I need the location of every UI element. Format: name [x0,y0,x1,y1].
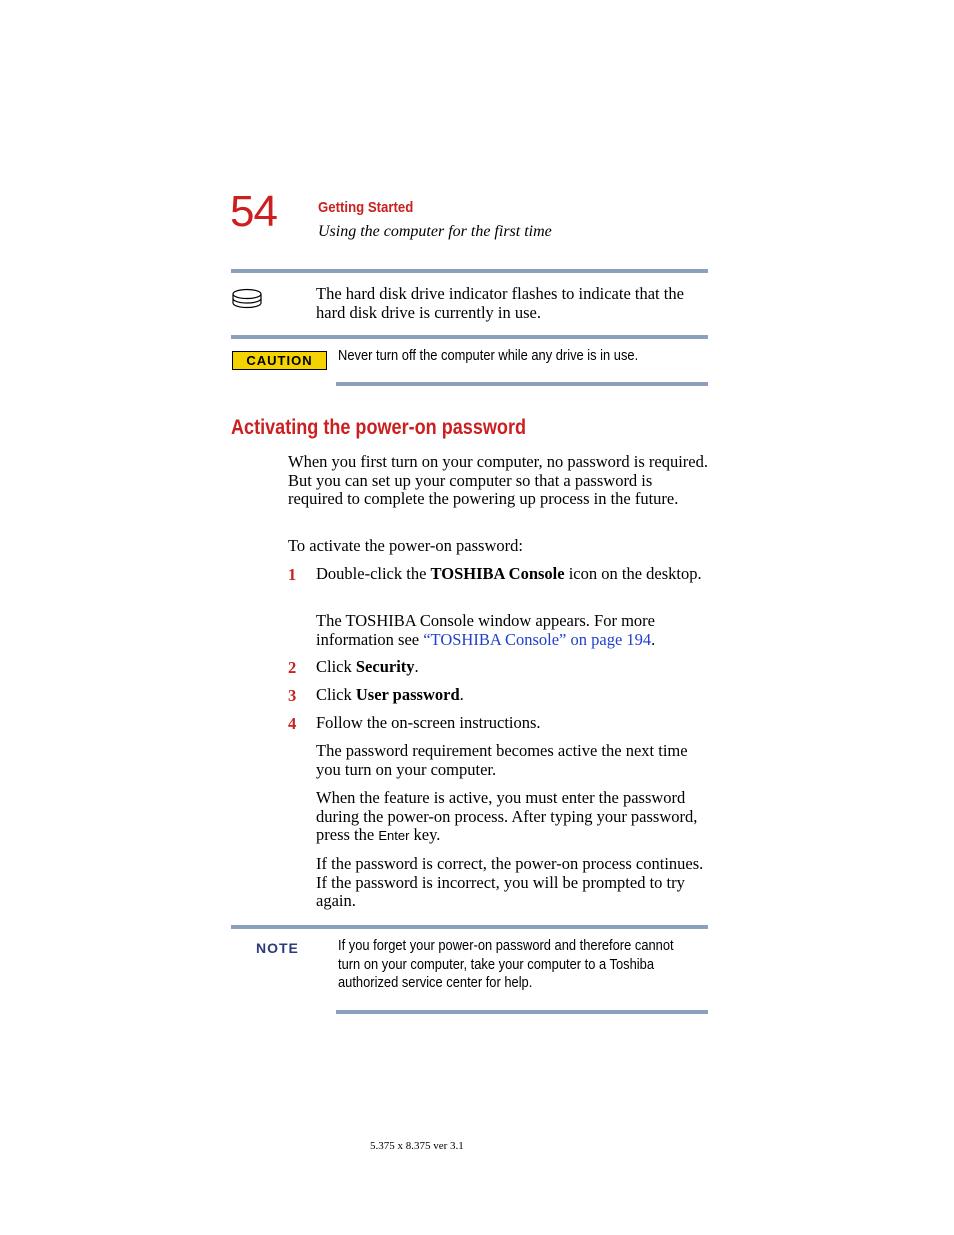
step-4-detail: The password requirement becomes active the next time you turn on your computer. [316,741,688,779]
hard-disk-icon [231,288,263,310]
step-text: Double-click the [316,564,431,583]
note-badge: NOTE [256,940,299,956]
rule-divider [231,335,708,339]
step-number: 2 [288,658,297,677]
rule-divider [231,269,708,273]
step-detail-text: key. [409,825,441,845]
step-1-text [316,565,708,584]
rule-divider [336,382,708,386]
rule-divider [231,925,708,929]
step-3-text [316,686,708,705]
lead-in-paragraph: To activate the power-on password: [288,536,523,555]
note-line: authorized service center for help. [338,974,533,991]
step-2-text [316,658,708,677]
section-subtitle: Using the computer for the first time [318,223,552,240]
section-heading: Activating the power-on password [231,416,527,439]
rule-divider [336,1010,708,1014]
step-4-text: Follow the on-screen instructions. [316,713,541,732]
intro-paragraph: When you first turn on your computer, no password is required. But you can set up your computer so that a password is required to complete the powering up process in the future. [288,452,709,509]
step-text: icon on the desktop. [564,564,702,583]
footer-version: 5.375 x 8.375 ver 3.1 [370,1140,464,1152]
step-number: 1 [288,565,297,584]
enter-key-label: Enter [378,828,410,844]
ui-term: Security [355,657,415,676]
step-detail-text: When the feature is active, you must enter the password during the power-on process. After typing your password, press the [316,788,698,845]
hdd-indicator-text: The hard disk drive indicator flashes to indicate that the hard disk drive is currently in use. [316,284,684,322]
step-detail-text: . [651,629,656,649]
note-line: turn on your computer, take your computer to a Toshiba [338,956,654,973]
caution-text: Never turn off the computer while any drive is in use. [338,347,639,364]
step-text: . [459,685,464,704]
page-number: 54 [230,187,277,236]
note-line: If you forget your power-on password and therefore cannot [338,937,674,954]
caution-badge: CAUTION [232,351,327,370]
toshiba-console-link[interactable]: “TOSHIBA Console” on page 194 [423,629,652,649]
chapter-title: Getting Started [318,199,414,216]
step-text: Click [316,685,356,704]
step-text: Click [316,657,356,676]
step-number: 4 [288,714,297,733]
ui-term: TOSHIBA Console [430,564,565,583]
step-4-detail [316,789,708,846]
step-text: . [414,657,419,676]
step-number: 3 [288,686,297,705]
ui-term: User password [355,685,460,704]
step-4-detail: If the password is correct, the power-on process continues. If the password is incorrect, you will be prompted to try again. [316,854,704,911]
step-detail-text: The TOSHIBA Console window appears. For more information see [316,611,655,649]
step-1-detail [316,612,708,649]
